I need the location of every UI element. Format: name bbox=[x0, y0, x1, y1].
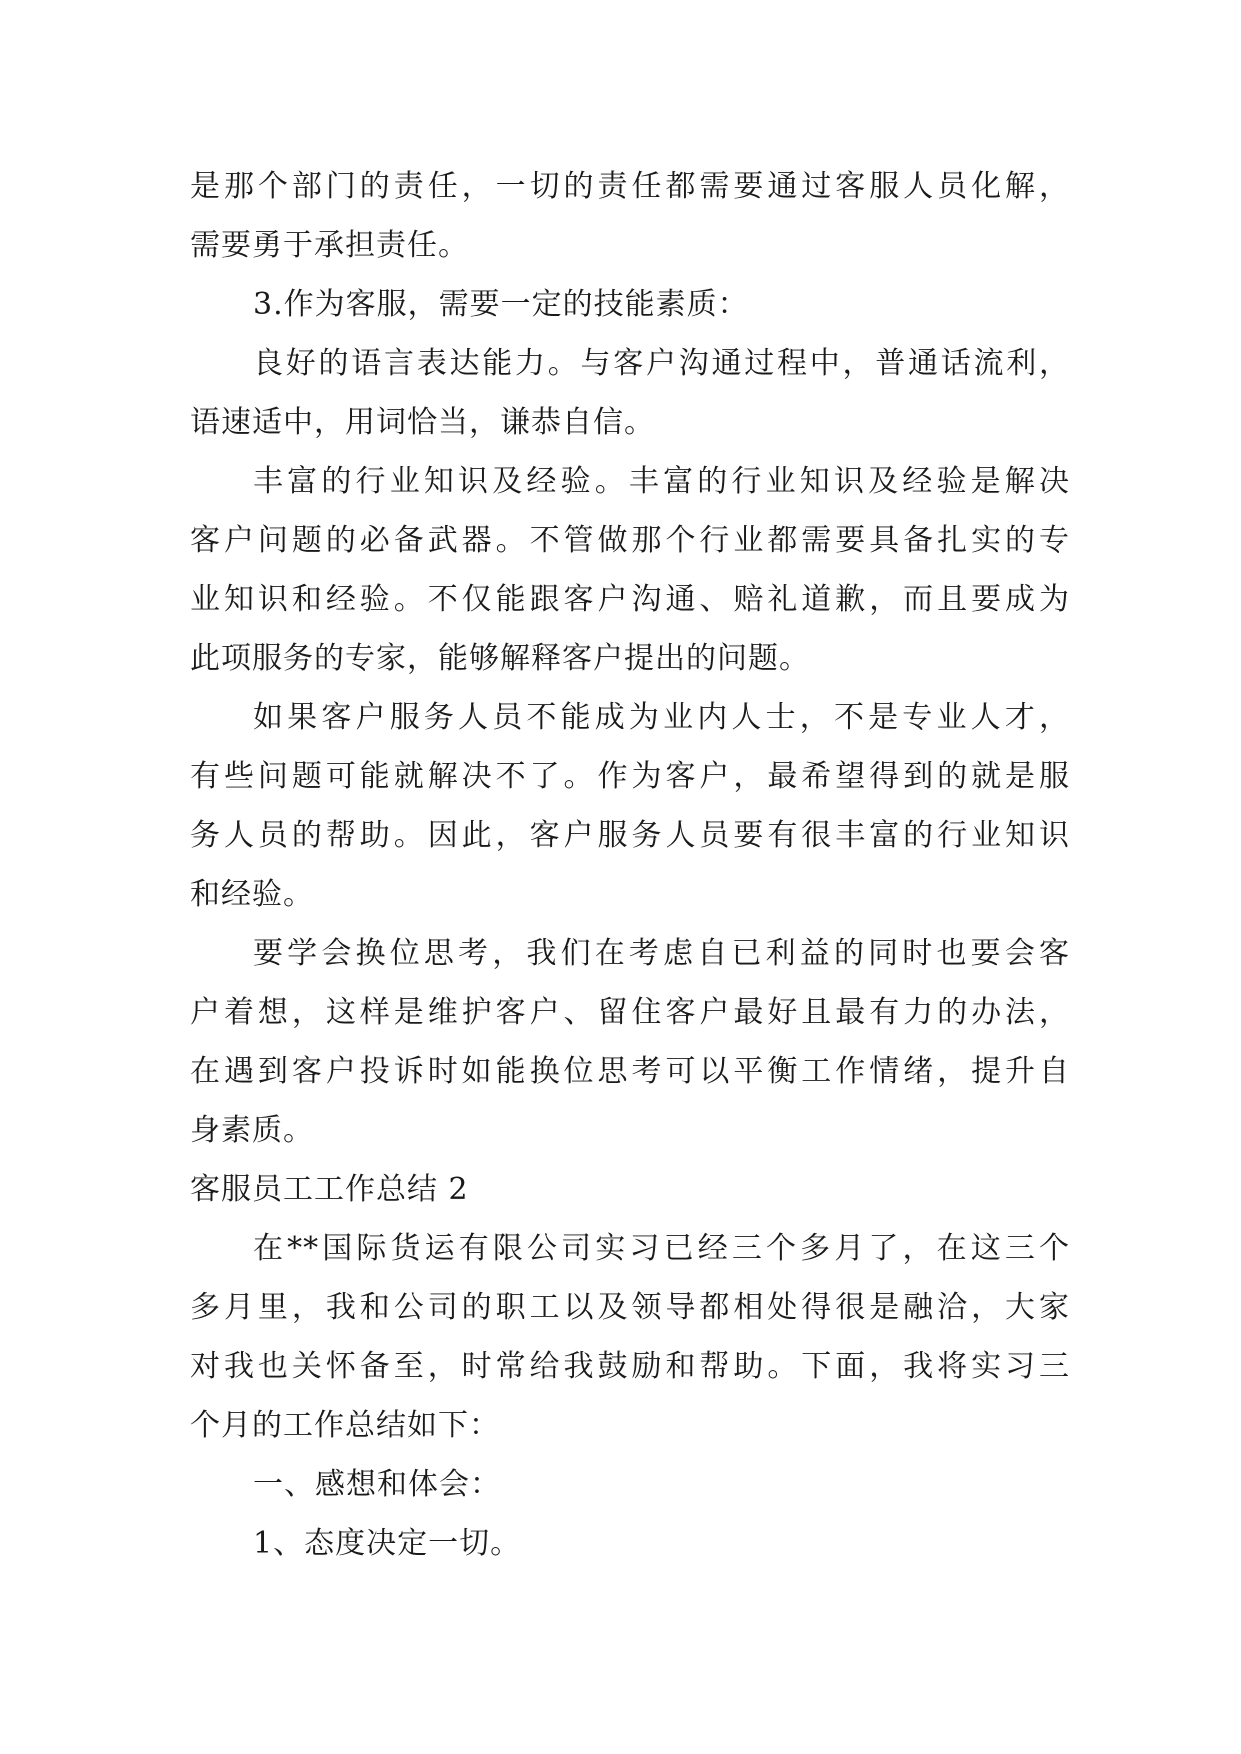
paragraph bbox=[190, 275, 1070, 334]
text-line: 如果客户服务人员不能成为业内人士，不是专业人才， bbox=[253, 700, 1070, 735]
paragraph bbox=[190, 334, 1070, 452]
text-line: 有些问题可能就解决不了。作为客户，最希望得到的就是服 bbox=[190, 759, 1070, 794]
text-line: 在遇到客户投诉时如能换位思考可以平衡工作情绪，提升自 bbox=[190, 1054, 1070, 1089]
heading-text: 客服员工工作总结 2 bbox=[190, 1172, 469, 1207]
document-body bbox=[190, 157, 1070, 1573]
text-line: 在**国际货运有限公司实习已经三个多月了，在这三个 bbox=[253, 1231, 1070, 1266]
text-line: 和经验。 bbox=[190, 877, 314, 912]
paragraph bbox=[190, 924, 1070, 1160]
text-line: 要学会换位思考，我们在考虑自已利益的同时也要会客 bbox=[253, 936, 1070, 971]
paragraph bbox=[190, 452, 1070, 688]
text-line: 一、感想和体会： bbox=[253, 1467, 501, 1502]
text-line: 多月里，我和公司的职工以及领导都相处得很是融洽，大家 bbox=[190, 1290, 1070, 1325]
text-line: 是那个部门的责任，一切的责任都需要通过客服人员化解， bbox=[190, 169, 1070, 204]
paragraph bbox=[190, 1219, 1070, 1455]
text-line: 身素质。 bbox=[190, 1113, 314, 1148]
text-line: 此项服务的专家，能够解释客户提出的问题。 bbox=[190, 641, 810, 676]
text-line: 1、态度决定一切。 bbox=[253, 1526, 522, 1561]
paragraph bbox=[190, 1455, 1070, 1514]
text-line: 业知识和经验。不仅能跟客户沟通、赔礼道歉，而且要成为 bbox=[190, 582, 1070, 617]
text-line: 对我也关怀备至，时常给我鼓励和帮助。下面，我将实习三 bbox=[190, 1349, 1070, 1384]
paragraph bbox=[190, 688, 1070, 924]
text-line: 客户问题的必备武器。不管做那个行业都需要具备扎实的专 bbox=[190, 523, 1070, 558]
text-line: 户着想，这样是维护客户、留住客户最好且最有力的办法， bbox=[190, 995, 1070, 1030]
section-heading bbox=[190, 1160, 1070, 1219]
paragraph bbox=[190, 1514, 1070, 1573]
text-line: 3.作为客服，需要一定的技能素质： bbox=[253, 287, 749, 322]
text-line: 语速适中，用词恰当，谦恭自信。 bbox=[190, 405, 655, 440]
text-line: 务人员的帮助。因此，客户服务人员要有很丰富的行业知识 bbox=[190, 818, 1070, 853]
text-line: 个月的工作总结如下： bbox=[190, 1408, 500, 1443]
text-line: 丰富的行业知识及经验。丰富的行业知识及经验是解决 bbox=[253, 464, 1070, 499]
text-line: 良好的语言表达能力。与客户沟通过程中，普通话流利， bbox=[253, 346, 1070, 381]
text-line: 需要勇于承担责任。 bbox=[190, 228, 469, 263]
paragraph bbox=[190, 157, 1070, 275]
